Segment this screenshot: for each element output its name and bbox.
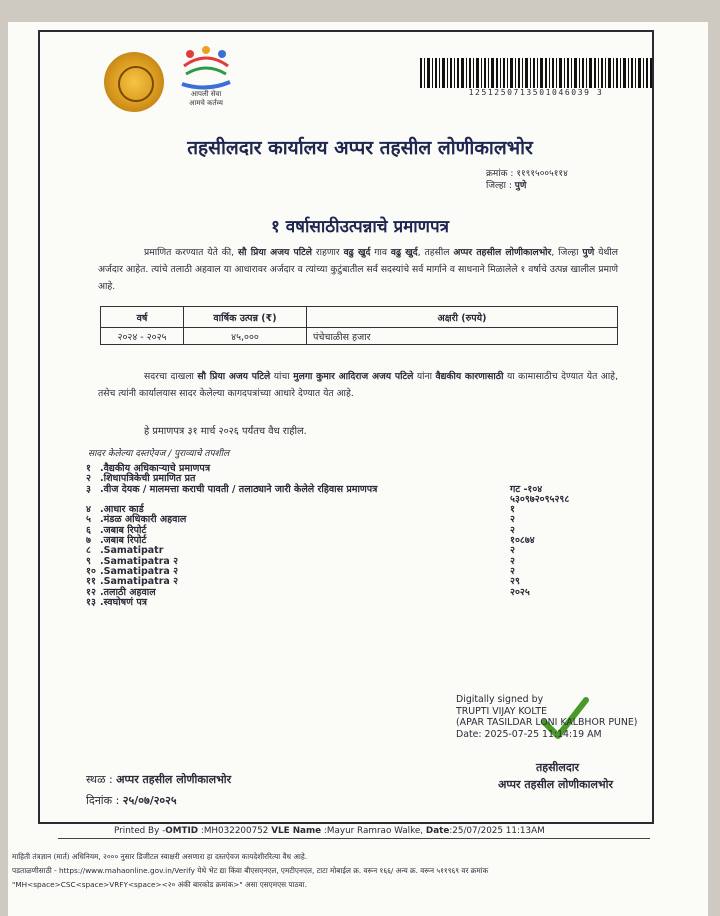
- document-value: १: [510, 504, 515, 516]
- office-title: तहसीलदार कार्यालय अप्पर तहसील लोणीकालभोर: [187, 137, 533, 159]
- document-value: २०२५: [510, 586, 530, 598]
- document-number: ५: [86, 514, 91, 526]
- footer-sms: "MH<space>CSC<space>VRFY<space><२० अंकी बारकोड क्रमांक>" असा एसएमएस पाठवा.: [12, 880, 307, 889]
- footer-divider: [58, 838, 650, 839]
- number-label: क्रमांक :: [486, 169, 514, 179]
- income-table: [100, 306, 618, 345]
- document-value: २: [510, 514, 515, 526]
- year-cell: २०२४ - २०२५: [101, 328, 184, 345]
- document-number: २: [86, 473, 91, 485]
- document-value: ५३०९७२०९५२९८: [510, 493, 570, 505]
- document-number: ९: [86, 555, 91, 567]
- validity-note: हे प्रमाणपत्र ३१ मार्च २०२६ पर्यंतच वैध राहील.: [144, 426, 307, 437]
- document-value: २: [510, 545, 515, 557]
- table-row: [101, 328, 618, 345]
- digital-signature: Digitally signed by TRUPTI VIJAY KOLTE (APAR TASILDAR LONI KALBHOR PUNE) Date: 2025-07-25 11:14:19 AM: [456, 694, 638, 740]
- document-name: .जबाब रिपोर्ट: [100, 524, 147, 536]
- footer-legal: माहिती तंत्रज्ञान (मार्त) अधिनियम, २००० नुसार डिजीटल स्वाक्षरी असणारा हा दस्तऐवज कायदेशीररित्या वैध आहे.: [12, 852, 308, 861]
- document-name: .आधार कार्ड: [100, 504, 144, 516]
- document-value: २: [510, 524, 515, 536]
- footer-verify: पडताळणीसाठी - https://www.mahaonline.gov.in/Verify येथे भेट द्या किंवा बीएसएनएल, एमटीएनएल, टाटा मोबाईल क्र. वरून १६६/ अन्य क्र. वरून ५११९६९ वर क्रमांक: [12, 866, 489, 875]
- document-value: २९: [510, 576, 520, 588]
- document-number: ७: [86, 535, 91, 547]
- document-name: .तलाठी अहवाल: [100, 586, 156, 598]
- documents-heading: सादर केलेल्या दस्तऐवज / पुराव्याचे तपशील: [88, 449, 230, 459]
- document-value: गट -१०४: [510, 483, 543, 495]
- number-value: ११९१५००५११४: [516, 169, 568, 179]
- document-item: [86, 536, 626, 546]
- document-number: १२: [86, 586, 96, 598]
- document-number: ३: [86, 483, 91, 495]
- document-item: [86, 495, 626, 505]
- document-name: .Samatipatr: [100, 545, 164, 557]
- document-item: [86, 577, 626, 587]
- applicant-name: सौ प्रिया अजय पटिले: [237, 247, 312, 258]
- documents-list: [86, 464, 626, 608]
- document-item: [86, 526, 626, 536]
- document-name: .वीज देयक / मालमत्ता कराची पावती / तलाठ्याने जारी केलेले रहिवास प्रमाणपत्र: [100, 483, 378, 495]
- maharashtra-seal-icon: [104, 52, 164, 112]
- words-cell: पंचेचाळीस हजार: [307, 328, 618, 345]
- table-header-row: [101, 307, 618, 328]
- barcode: [420, 58, 652, 88]
- col-income: वार्षिक उत्पन्न (₹): [184, 307, 307, 328]
- document-value: १०८७४: [510, 535, 535, 547]
- col-year: वर्ष: [101, 307, 184, 328]
- document-item: [86, 515, 626, 525]
- document-name: .शिधापत्रिकेची प्रमाणित प्रत: [100, 473, 196, 485]
- place-line: स्थळ : अप्पर तहसील लोणीकालभोर: [86, 773, 232, 786]
- document-name: .वैद्यकीय अधिकाऱ्याचे प्रमाणपत्र: [100, 463, 211, 474]
- income-cell: ४५,०००: [184, 328, 307, 345]
- document-name: .जबाब रिपोर्ट: [100, 535, 147, 547]
- document-name: .स्वघोषणं पत्र: [100, 596, 147, 608]
- certificate-title: १ वर्षासाठीउत्पन्नाचे प्रमाणपत्र: [270, 217, 450, 237]
- document-number: १: [86, 463, 91, 474]
- document-number: ११: [86, 576, 96, 588]
- document-value: २: [510, 565, 515, 577]
- document-number: १०: [86, 565, 96, 577]
- col-words: अक्षरी (रुपये): [307, 307, 618, 328]
- printed-by-line: Printed By -OMTID :MH032200752 VLE Name :Mayur Ramrao Walke, Date:25/07/2025 11:13AM: [114, 826, 545, 836]
- document-number: ४: [86, 504, 91, 516]
- intro-paragraph: प्रमाणित करण्यात येते की, सौ प्रिया अजय पटिले राहणार वढु खुर्द गाव वढु खुर्द, तहसील अप्पर तहसील लोणीकालभोर, जिल्हा पुणे येथील अर्जदार आहेत. त्यांचे तलाठी अहवाल या आधारावर अर्जदार व त्यांच्या कुटुंबातील सर्व सदस्यांचे सर्व मार्गाने व साधनाने मिळालेले १ वर्षाचे उत्पन्न खालील प्रमाणे आहे.: [98, 247, 618, 292]
- date-line: दिनांक : २५/०७/२०२५: [86, 794, 177, 807]
- certificate-meta: [486, 168, 568, 192]
- document-name: .Samatipatra २: [100, 565, 179, 577]
- document-name: .मंडळ अधिकारी अहवाल: [100, 514, 187, 526]
- designation: तहसीलदार: [536, 761, 580, 774]
- document-item: [86, 598, 626, 608]
- document-name: .Samatipatra २: [100, 555, 179, 567]
- district-value: पुणे: [514, 181, 527, 191]
- document-value: २: [510, 555, 515, 567]
- document-name: .Samatipatra २: [100, 576, 179, 588]
- barcode-number: 1251250713501046039 3: [468, 88, 604, 97]
- document-number: ८: [86, 545, 91, 557]
- document-number: ६: [86, 524, 91, 536]
- document-number: १३: [86, 596, 96, 608]
- district-label: जिल्हा :: [486, 181, 512, 191]
- document-item: [86, 588, 626, 598]
- logo-caption: आपली सेवा आमचे कर्तव्य: [189, 90, 223, 107]
- signing-office: अप्पर तहसील लोणीकालभोर: [498, 778, 613, 791]
- purpose-paragraph: सदरचा दाखला सौ प्रिया अजय पटिले यांचा मुलगा कुमार आदिराज अजय पटिले यांना वैद्यकीय कारणासाठी या कामासाठीच देण्यात येत आहे, तसेच त्यांनी कार्यालयास सादर केलेल्या कागदपत्रांच्या आधारे देण्यात येत आहे.: [98, 371, 618, 399]
